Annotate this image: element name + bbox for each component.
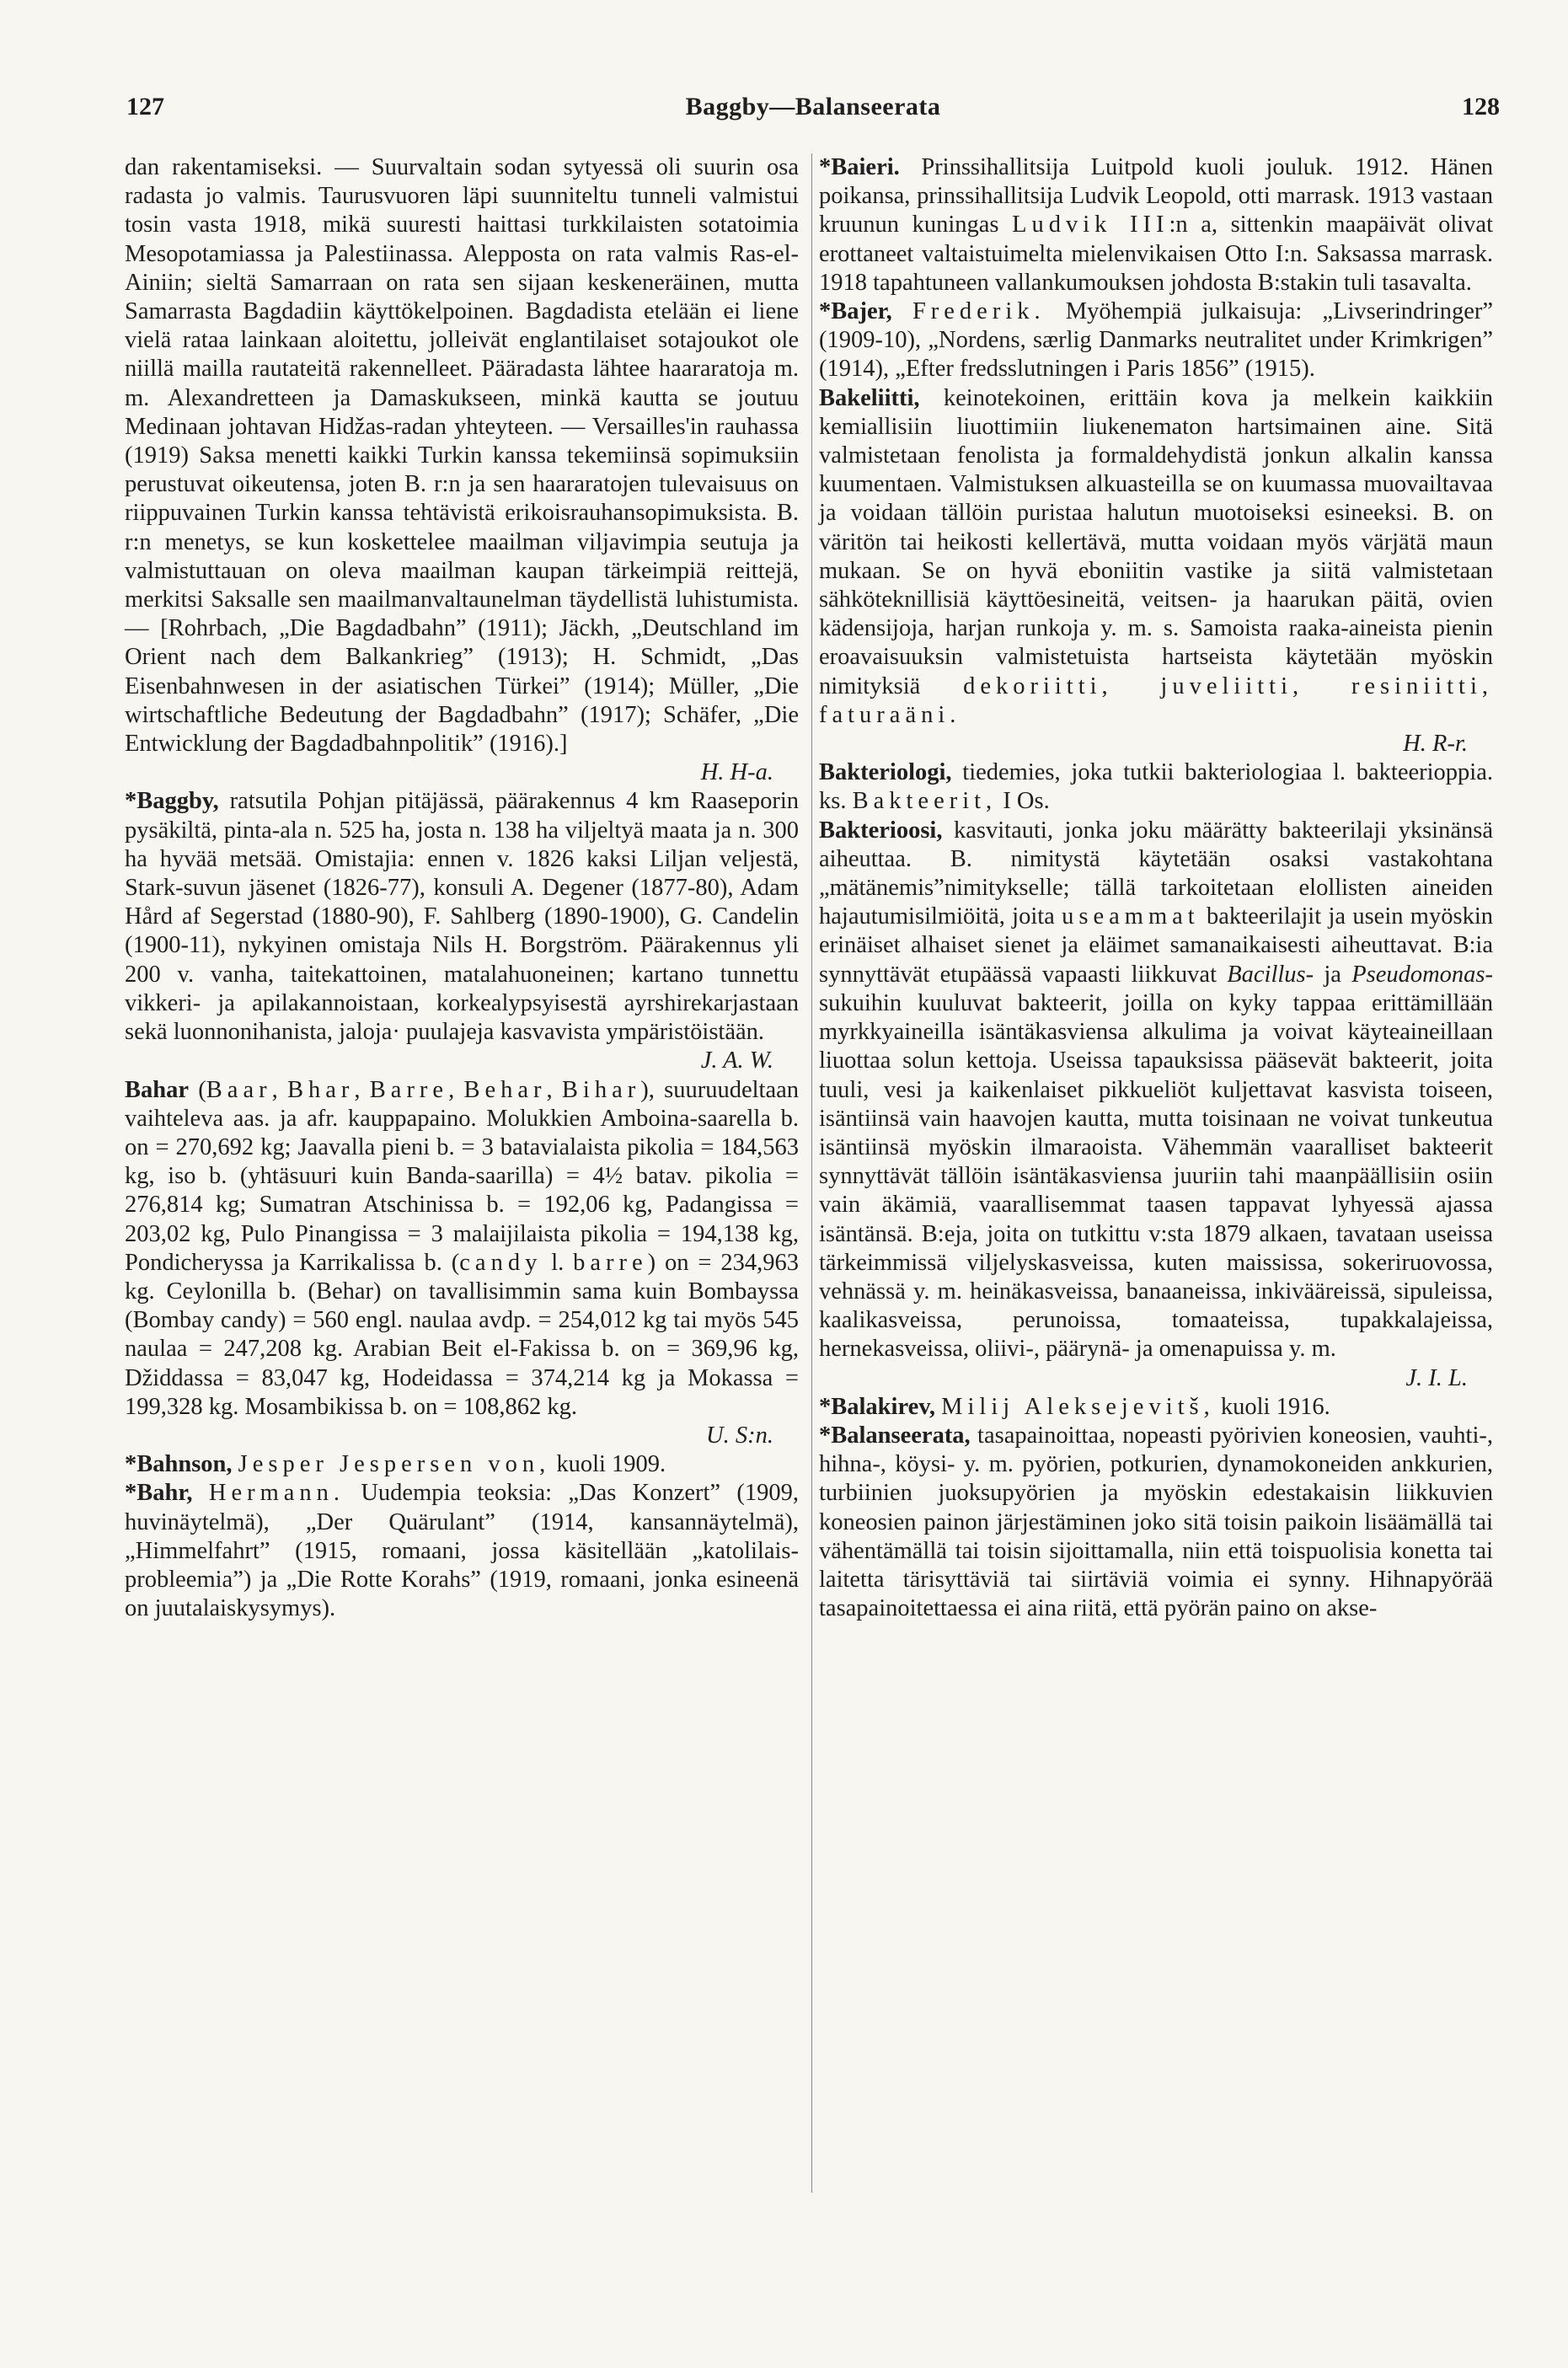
headword-bahnson: *Bahnson, xyxy=(125,1451,233,1478)
signature-us: U. S:n. xyxy=(706,1422,773,1449)
signature-jaw: J. A. W. xyxy=(700,1047,773,1074)
bajer-name: Frederik. xyxy=(912,298,1046,325)
entry-bahnson xyxy=(125,1450,799,1479)
bakterioosi-useammat: useammat xyxy=(1062,903,1200,930)
baieri-text-1: Prinssihallitsija Luitpold kuoli jouluk. 1912. Hänen poikansa, prinssihallitsija Ludvik Leopold, otti marrask. 1913 vastaan kruunun kuningas xyxy=(819,154,1493,238)
baieri-text-2: :n a, sittenkin maapäivät olivat erottaneet valtaistuimelta mielenvikaisen Otto I:n. Saksassa marrask. 1918 tapahtuneen vallankumouksen johdosta B:stakin tuli tasavalta. xyxy=(819,212,1493,296)
page-number-right: 128 xyxy=(1462,93,1500,121)
balakirev-name: Milij Aleksejevitš, xyxy=(941,1393,1215,1420)
entry-bajer xyxy=(819,297,1493,384)
bahar-variant-1: Baar xyxy=(206,1076,272,1103)
bahar-candy: candy xyxy=(459,1249,543,1276)
signature-jil: J. I. L. xyxy=(1405,1364,1468,1391)
bagdad-rata-text: dan rakentamiseksi. — Suurvaltain sodan sytyessä oli suurin osa radasta jo valmis. Taurusvuoren läpi suunniteltu tunneli valmistui tosin vasta 1918, mikä suuresti haittasi turkkilaisten sotatoimia Mesopotamiassa ja Palestiinassa. Alepposta on rata valmis Ras-el-Ainiin; sieltä Samarraan on rata sen sijaan keskeneräinen, mutta Samarrasta Bagdadiin käyttökelpoinen. Bagdadista etelään ei liene vielä rataa lainkaan aloitettu, jolleivät englantilaiset sotajoukot ole niillä mailla rautateitä rakennelleet. Pääradasta lähtee haararatoja m. m. Alexandretteen ja Damaskukseen, minkä kautta se joutuu Medinaan johtavan Hidžas-radan yhteyteen. — Versailles'in rauhassa (1919) Saksa menetti kaikki Turkin kanssa tekemiinsä sopimuksiin perustuvat oikeutensa, joten B. r:n ja sen haararatojen tulevaisuus on riippuvainen Turkin kanssa tehtävistä erikoisrauhansopimuksista. B. r:n menetys, se kun koskettelee maailman viljavimpia seutuja ja valmistuttauan on oleva maailman kaupan tärkeimpiä reittejä, merkitsi Saksalle sen maailmanvaltaunelman täydellistä luhistumista. — [Rohrbach, „Die Bagdadbahn” (1911); Jäckh, „Deutschland im Orient nach dem Balkankrieg” (1913); H. Schmidt, „Das Eisenbahnwesen in der asiatischen Türkei” (1914); Müller, „Die wirtschaftliche Bedeutung der Bagdadbahn” (1917); Schäfer, „Die Entwicklung der Bagdadbahnpolitik” (1916).] xyxy=(125,154,799,758)
bahar-text-2: ) on = 234,963 kg. Ceylonilla b. (Behar) on tavallisimmin sama kuin Bombayssa (Bombay candy) = 560 engl. naulaa avdp. = 254,012 kg tai myös 545 naulaa = 247,208 kg. Arabian Beit el-Fakissa b. on = 369,96 kg, Džiddassa = 83,047 kg, Hodeidassa = 374,214 kg ja Mokassa = 199,328 kg. Mosambikissa b. on = 108,862 kg. xyxy=(125,1249,799,1420)
headword-balakirev: *Balakirev, xyxy=(819,1393,936,1420)
bahr-text: Uudempia teoksia: „Das Konzert” (1909, huvinäytelmä), „Der Quärulant” (1914, kansannäytelmä), „Himmelfahrt” (1915, romaani, jossa käsitellään „katolilais-probleemia”) ja „Die Rotte Korahs” (1919, romaani, jonka esineenä on juutalaiskysymys). xyxy=(125,1480,800,1622)
bakterioosi-text-3: -sukuihin kuuluvat bakteerit, joilla on kyky tappaa erittämillään myrkkyaineilla isäntäkasviensa alkulima ja voivat käyteaineillaan liuottaa solun kettoja. Useissa tapauksissa pääsevät bakteerit, joita tuuli, vesi ja kaikenlaiset pikkueliöt kuljettavat kasvista toiseen, isäntiinsä vain haavojen kautta, mutta toisinaan ne voivat tunkeutua isäntiinsä myöskin ilmaraoista. Vähemmän vaaralliset bakteerit synnyttävät tällöin isäntäkasviensa juuriin tahi maanpäällisiin osiin vain äkämiä, vaarallisemmat taasen tappavat lyhyessä ajassa isäntänsä. B:eja, joita on tutkittu v:sta 1879 alkaen, tavataan useissa tärkeimmissä viljelyskasveissa, kuten maississa, sokeriruovossa, vehnässä y. m. heinäkasveissa, banaaneissa, inkivääreissä, sipuleissa, kaalikasveissa, perunoissa, tomaateissa, tupakkalajeissa, hernekasveissa, oliivi-, päärynä- ja omenapuissa y. m. xyxy=(819,961,1494,1363)
bakterioosi-ja: ja xyxy=(1314,961,1352,988)
bahar-l: l. xyxy=(542,1249,574,1276)
bajer-text: Myöhempiä julkaisuja: „Livserindringer” (1909-10), „Nordens, særlig Danmarks neutralitet under Krimkrigen” (1914), „Efter fredsslutningen i Paris 1856” (1915). xyxy=(819,298,1493,383)
entry-bakeliitti xyxy=(819,384,1493,759)
headword-baggby: *Baggby, xyxy=(125,788,219,815)
headword-bahr: *Bahr, xyxy=(125,1480,193,1507)
entry-bahr xyxy=(125,1479,799,1623)
bakteriologi-ref: Bakteerit, xyxy=(852,788,998,815)
headword-balanseerata: *Balanseerata, xyxy=(819,1422,971,1449)
headword-baieri: *Baieri. xyxy=(819,154,900,180)
headword-bakeliitti: Bakeliitti, xyxy=(819,384,920,411)
bahar-barre: barre xyxy=(573,1249,648,1276)
baggby-text: ratsutila Pohjan pitäjässä, päärakennus 4 km Raaseporin pysäkiltä, pinta-ala n. 525 ha, josta n. 138 ha viljeltyä maata ja n. 300 ha hyvää metsää. Omistajia: ennen v. 1826 kaksi Liljan veljestä, Stark-suvun jäsenet (1826-77), konsuli A. Degener (1877-80), Adam Hård af Segerstad (1880-90), F. Sahlberg (1890-1900), G. Candelin (1900-11), nykyinen omistaja Nils H. Borgström. Päärakennus yli 200 v. vanha, taitekattoinen, matalahuoneinen; kartano tunnettu vikkeri- ja apilakannoistaan, korkealypsyisestä ayrshirekarjastaan sekä luonnonihanista, jaloja· puulajeja kasvavista ympäristöistään. xyxy=(125,788,799,1046)
entry-bahar: Bahar (Baar, Bhar, Barre, Behar, Bihar), suuruudeltaan vaihteleva aas. ja afr. kauppapaino. Molukkien Amboina-saarella b. on = 270,692 kg; Jaavalla pieni b. = 3 batavialaista pikolia = 184,563 kg, iso b. (yhtäsuuri kuin Banda-saarilla) = 4½ batav. pikolia = 276,814 kg; Sumatran Atschinissa b. = 192,06 kg, Padangissa = 203,02 kg, Pulo Pinangissa = 3 malaijilaista pikolia = 194,138 kg, Pondicheryssa ja Karrikalissa b. (candy l. barre) on = 234,963 kg. Ceylonilla b. (Behar) on tavallisimmin sama kuin Bombayssa (Bombay candy) = 560 engl. naulaa avdp. = 254,012 kg tai myös 545 naulaa = 247,208 kg. Arabian Beit el-Fakissa b. on = 369,96 kg, Džiddassa = 83,047 kg, Hodeidassa = 374,214 kg ja Mokassa = 199,328 kg. Mosambikissa b. on = 108,862 kg. U. S:n. xyxy=(125,1076,799,1451)
entry-balanseerata xyxy=(819,1422,1493,1623)
bakteriologi-text: tiedemies, joka tutkii bakteriologiaa l. bakteerioppia. ks. xyxy=(819,759,1493,815)
bahar-variant-4: Behar xyxy=(463,1076,547,1103)
bakterioosi-pseudomonas: Pseudomonas xyxy=(1351,961,1485,988)
bakteriologi-tail: I Os. xyxy=(997,788,1050,815)
balakirev-text: kuoli 1916. xyxy=(1214,1393,1330,1420)
bahar-variant-5: Bihar xyxy=(561,1076,641,1103)
bagdad-rata-continuation xyxy=(125,153,799,787)
bahr-name: Hermann. xyxy=(208,1480,345,1507)
bakeliitti-names: dekoriitti, juveliitti, resiniitti, faturaäni. xyxy=(819,672,1493,728)
bakterioosi-bacillus: Bacillus- xyxy=(1227,961,1314,988)
headword-bakteriologi: Bakteriologi, xyxy=(819,759,952,786)
entry-bakteriologi xyxy=(819,758,1493,816)
right-column xyxy=(819,153,1493,1623)
bahar-variant-2: Bhar xyxy=(286,1076,355,1103)
entry-baieri xyxy=(819,153,1493,297)
bahnson-text: kuoli 1909. xyxy=(550,1451,666,1478)
bahar-variant-3: Barre xyxy=(369,1076,449,1103)
column-divider xyxy=(811,153,812,2193)
bahnson-name: Jesper Jespersen von, xyxy=(238,1451,551,1478)
headword-bahar: Bahar xyxy=(125,1076,190,1103)
bakeliitti-text: keinotekoinen, erittäin kova ja melkein kaikkiin kemiallisiin liuottimiin liukenematon hartsimainen aine. Sitä valmistetaan fenolista ja formaldehydistä jonkun alkalin kanssa kuumentaen. Valmistuksen alkuasteilla se on kuumassa muovailtavaa ja voidaan tällöin puristaa halutun muotoiseksi esineeksi. B. on väritön tai heikosti kellertävä, mutta voidaan myös värjätä maun mukaan. Se on hyvä eboniitin vastike ja siitä valmistetaan sähköteknillisiä käyttöesineitä, veitsen- ja haarukan päitä, ovien kädensijoja, harjan runkoja y. m. s. Samoista raaka-aineista pienin eroavaisuuksin valmistetuista hartseista käytetään myöskin nimityksiä xyxy=(819,384,1493,699)
baieri-ludvik: Ludvik III xyxy=(1012,212,1169,238)
signature-h-ha: H. H-a. xyxy=(700,759,773,786)
headword-bajer: *Bajer, xyxy=(819,298,892,325)
bakterioosi-text-1: kasvitauti, jonka joku määrätty bakteerilaji yksinänsä aiheuttaa. B. nimitystä käytetään osaksi vastakohtana „mätänemis”nimitykselle; tällä tarkoitetaan elollisten aineiden hajautumisilmiöitä, joita xyxy=(819,817,1493,930)
entry-balakirev xyxy=(819,1393,1493,1422)
headword-bakterioosi: Bakterioosi, xyxy=(819,817,943,844)
entry-bakterioosi xyxy=(819,817,1493,1393)
bakterioosi-text-2: bakteerilajit ja usein myöskin erinäiset alhaiset sienet ja eläimet samanaikaisesti aiheuttavat. B:ia synnyttävät etupäässä vapaasti liikkuvat xyxy=(819,903,1493,988)
signature-hrr: H. R-r. xyxy=(1403,731,1468,758)
running-title: Baggby—Balanseerata xyxy=(685,93,941,121)
left-column xyxy=(125,153,799,1623)
bahar-text: ), suuruudeltaan vaihteleva aas. ja afr. kauppapaino. Molukkien Amboina-saarella b. on = 270,692 kg; Jaavalla pieni b. = 3 batavialaista pikolia = 184,563 kg, iso b. (yhtäsuuri kuin Banda-saarilla) = 4½ batav. pikolia = 276,814 kg; Sumatran Atschinissa b. = 192,06 kg, Padangissa = 203,02 kg, Pulo Pinangissa = 3 malaijilaista pikolia = 194,138 kg, Pondicheryssa ja Karrikalissa b. ( xyxy=(125,1076,799,1276)
page-number-left: 127 xyxy=(126,93,164,121)
bahar-open: ( xyxy=(189,1076,206,1103)
running-header xyxy=(126,93,1500,130)
balanseerata-text: tasapainoittaa, nopeasti pyörivien koneosien, vauhti-, hihna-, köysi- y. m. pyörien, potkurien, dynamokoneiden ankkurien, turbiinien juoksupyörien ja myöskin edestakaisin liikkuvien koneosien painon järjestäminen joko sitä toisin paikoin lisäämällä tai vähentämällä tai toisin sijoittamalla, niin että toispuolisia konetta tai laitetta tärisyttäviä tai siirtäviä voimia ei synny. Hihnapyörää tasapainoitettaessa ei aina riitä, että pyörän paino on akse- xyxy=(819,1422,1493,1622)
entry-baggby xyxy=(125,787,799,1075)
